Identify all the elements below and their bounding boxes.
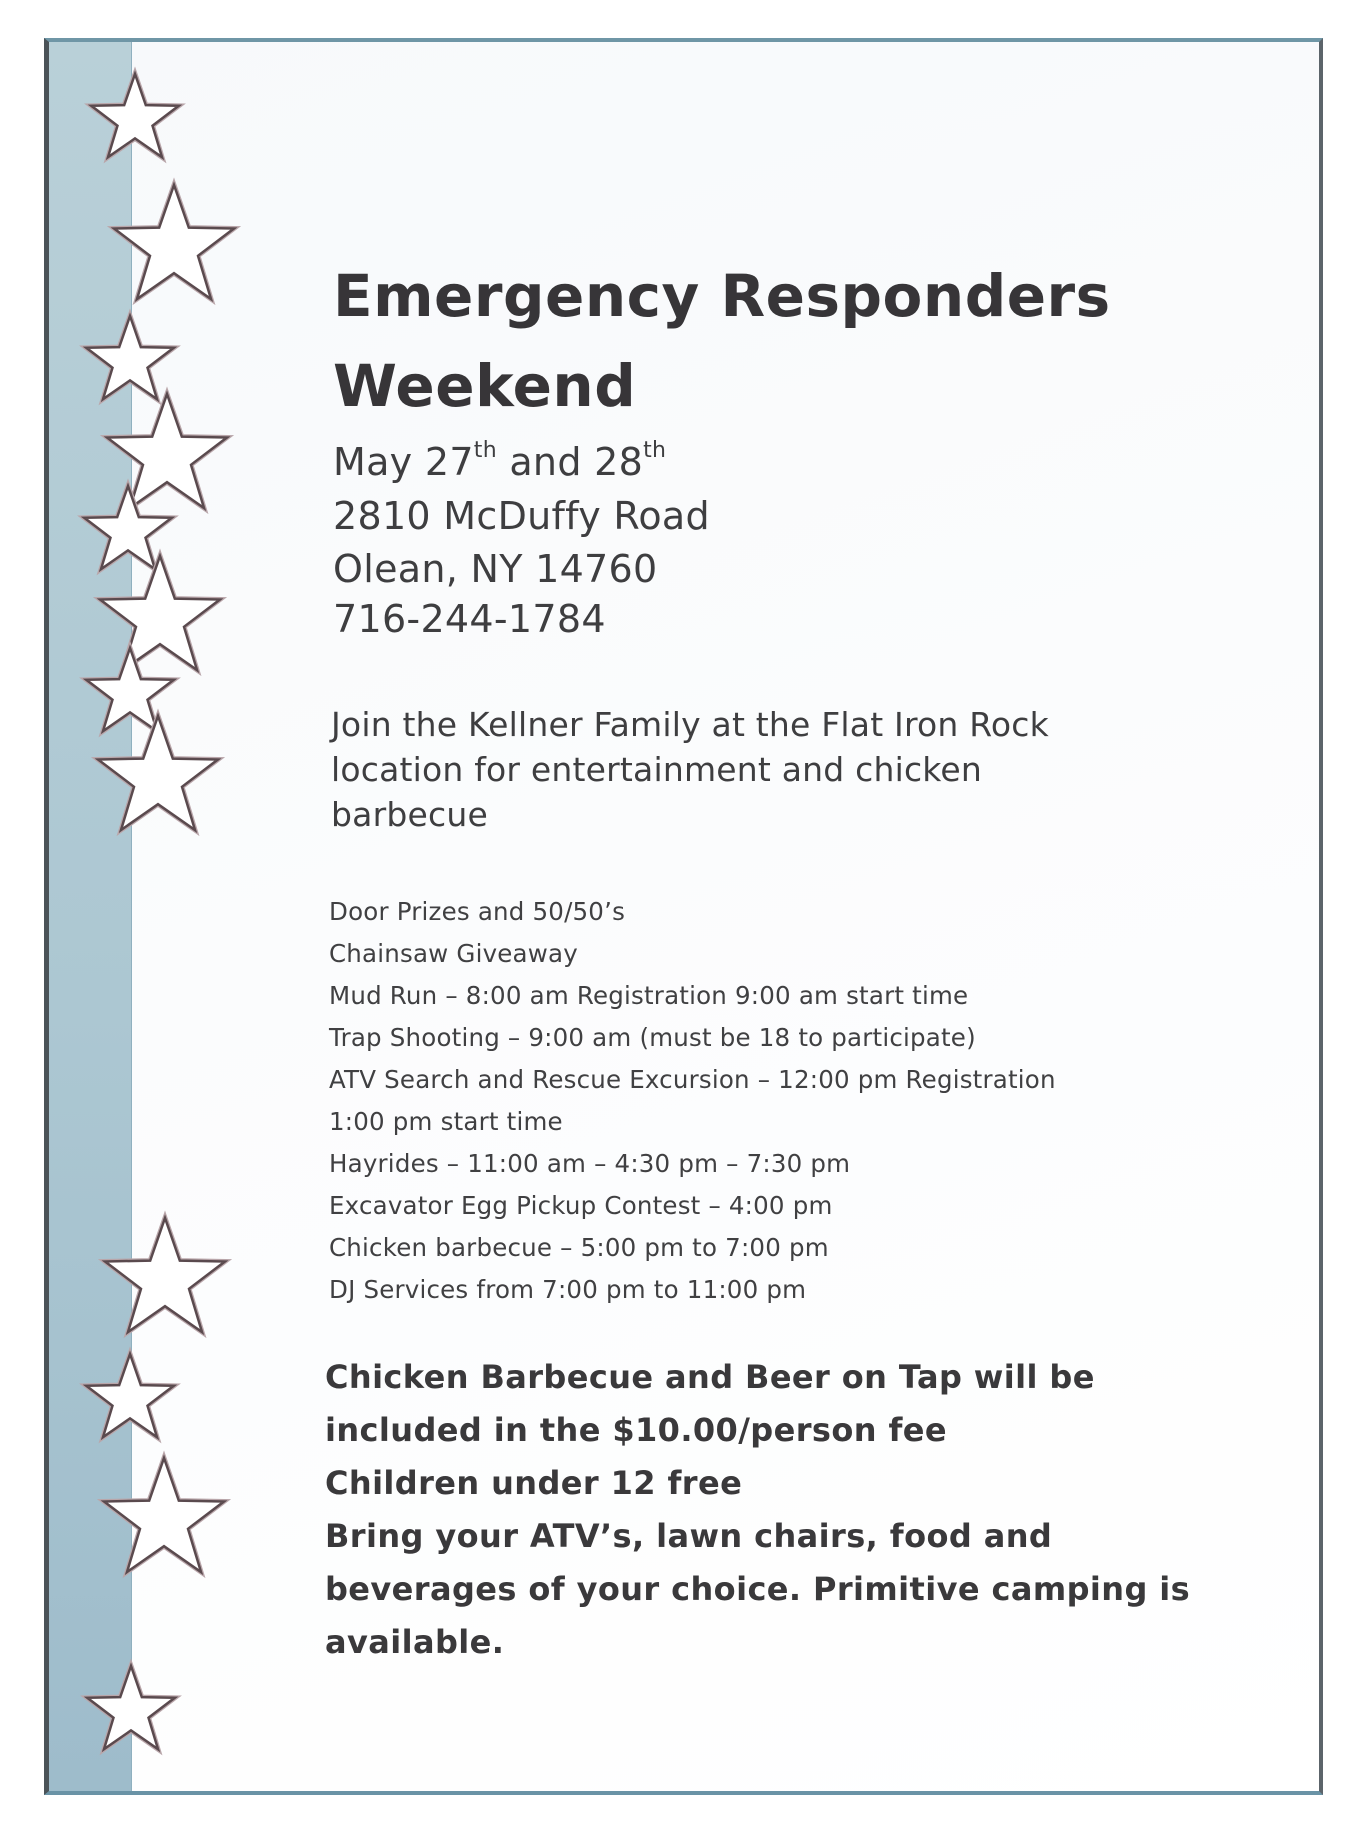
schedule-item: Mud Run – 8:00 am Registration 9:00 am start time	[329, 981, 969, 1010]
details-line: included in the $10.00/person fee	[325, 1411, 947, 1449]
title-line-2: Weekend	[333, 352, 637, 420]
schedule-item: Chicken barbecue – 5:00 pm to 7:00 pm	[329, 1233, 829, 1262]
date-suffix: th	[473, 438, 497, 463]
details-line: Chicken Barbecue and Beer on Tap will be	[325, 1358, 1095, 1396]
details-line: available.	[325, 1623, 505, 1661]
phone-number: 716-244-1784	[333, 597, 606, 641]
details-line: Children under 12 free	[325, 1464, 743, 1502]
date-text: May 27	[333, 440, 474, 484]
street-address: 2810 McDuffy Road	[333, 494, 710, 538]
schedule-item: 1:00 pm start time	[329, 1107, 563, 1136]
date-text: and 28	[496, 440, 644, 484]
schedule-item: Excavator Egg Pickup Contest – 4:00 pm	[329, 1191, 833, 1220]
schedule-item: Trap Shooting – 9:00 am (must be 18 to participate)	[329, 1023, 976, 1052]
event-date	[333, 440, 666, 484]
schedule-item: ATV Search and Rescue Excursion – 12:00 pm Registration	[329, 1065, 1056, 1094]
date-suffix: th	[643, 438, 667, 463]
schedule-item: Door Prizes and 50/50’s	[329, 897, 626, 926]
details-line: beverages of your choice. Primitive camping is	[325, 1570, 1191, 1608]
schedule-item: Chainsaw Giveaway	[329, 939, 578, 968]
intro-line: location for entertainment and chicken	[331, 750, 983, 789]
schedule-item: Hayrides – 11:00 am – 4:30 pm – 7:30 pm	[329, 1149, 851, 1178]
intro-line: Join the Kellner Family at the Flat Iron Rock	[331, 705, 1049, 744]
intro-line: barbecue	[331, 795, 488, 834]
city-state-zip: Olean, NY 14760	[333, 547, 658, 591]
schedule-item: DJ Services from 7:00 pm to 11:00 pm	[329, 1275, 807, 1304]
title-line-1: Emergency Responders	[333, 262, 1111, 330]
details-line: Bring your ATV’s, lawn chairs, food and	[325, 1517, 1053, 1555]
